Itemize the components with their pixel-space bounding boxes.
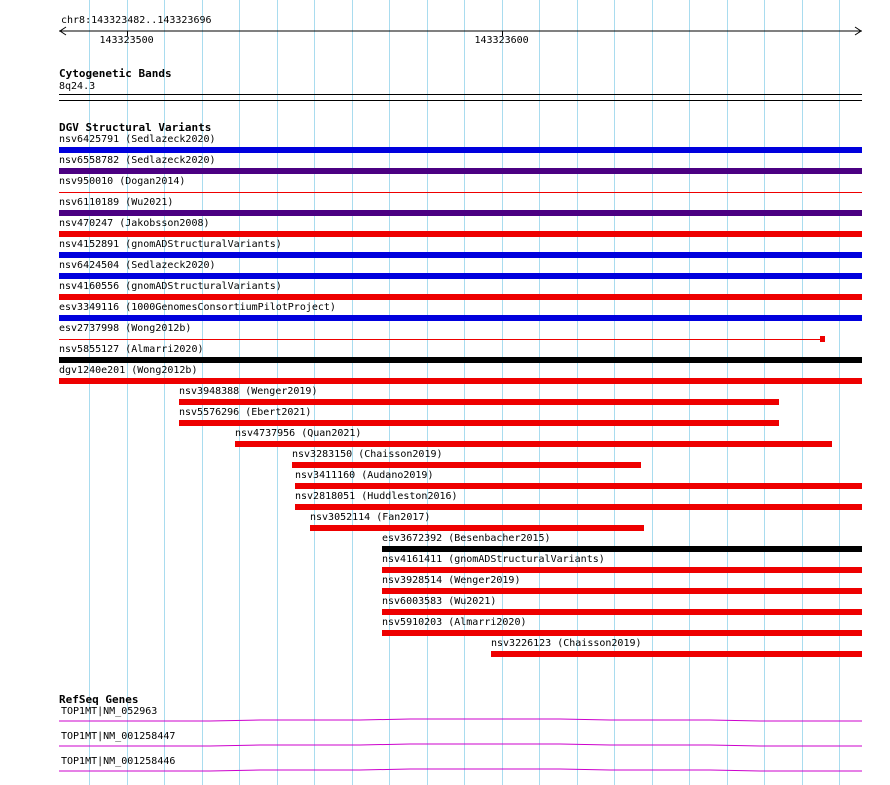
variant-label[interactable]: nsv3411160 (Audano2019) [295,470,434,481]
variant-bar[interactable] [59,315,862,321]
variant-bar[interactable] [235,441,832,447]
cytoband-line-top [59,94,862,95]
variant-label[interactable]: nsv4161411 (gnomADStructuralVariants) [382,554,605,565]
variant-bar[interactable] [59,231,862,237]
variant-bar[interactable] [295,483,862,489]
variant-label[interactable]: nsv3928514 (Wenger2019) [382,575,521,586]
variant-bar[interactable] [59,252,862,258]
variant-bar[interactable] [382,609,862,615]
variant-label[interactable]: esv3349116 (1000GenomesConsortiumPilotProject) [59,302,336,313]
variant-label[interactable]: nsv6003583 (Wu2021) [382,596,497,607]
variant-bar[interactable] [310,525,644,531]
variant-bar[interactable] [59,339,824,340]
variant-label[interactable]: nsv6558782 (Sedlazeck2020) [59,155,216,166]
variant-bar[interactable] [382,546,862,552]
variant-label[interactable]: nsv3948388 (Wenger2019) [179,386,318,397]
variant-bar[interactable] [59,357,862,363]
cytoband-label: 8q24.3 [59,81,96,92]
variant-label[interactable]: esv2737998 (Wong2012b) [59,323,192,334]
gene-label[interactable]: TOP1MT|NM_001258447 [61,731,176,742]
variant-label[interactable]: nsv3283150 (Chaisson2019) [292,449,443,460]
variant-label[interactable]: nsv3226123 (Chaisson2019) [491,638,642,649]
location-label: chr8:143323482..143323696 [61,15,212,26]
ruler-tick-label: 143323500 [99,35,154,46]
variant-bar[interactable] [59,147,862,153]
variant-label[interactable]: nsv4152891 (gnomADStructuralVariants) [59,239,282,250]
variant-label[interactable]: nsv4160556 (gnomADStructuralVariants) [59,281,282,292]
gene-intron-line[interactable] [0,743,890,751]
variant-label[interactable]: nsv5576296 (Ebert2021) [179,407,312,418]
variant-bar[interactable] [382,567,862,573]
gene-label[interactable]: TOP1MT|NM_052963 [61,706,158,717]
variant-label[interactable]: nsv4737956 (Quan2021) [235,428,362,439]
variant-bar[interactable] [292,462,641,468]
variant-label[interactable]: esv3672392 (Besenbacher2015) [382,533,551,544]
dgv-track-title: DGV Structural Variants [59,121,212,134]
gene-label[interactable]: TOP1MT|NM_001258446 [61,756,176,767]
variant-label[interactable]: nsv6425791 (Sedlazeck2020) [59,134,216,145]
gene-intron-line[interactable] [0,768,890,776]
variant-label[interactable]: nsv6424504 (Sedlazeck2020) [59,260,216,271]
variant-bar[interactable] [59,168,862,174]
variant-bar[interactable] [491,651,862,657]
variant-label[interactable]: nsv470247 (Jakobsson2008) [59,218,210,229]
variant-bar[interactable] [59,378,862,384]
variant-bar[interactable] [382,630,862,636]
variant-bar[interactable] [59,192,862,193]
cytoband-line-bottom [59,100,862,101]
variant-bar[interactable] [179,420,779,426]
variant-bar[interactable] [382,588,862,594]
variant-bar[interactable] [59,273,862,279]
variant-label[interactable]: nsv5855127 (Almarri2020) [59,344,204,355]
variant-label[interactable]: nsv2818051 (Huddleston2016) [295,491,458,502]
variant-bar[interactable] [59,210,862,216]
variant-label[interactable]: nsv950010 (Dogan2014) [59,176,186,187]
refseq-track-title: RefSeq Genes [59,693,139,706]
variant-bar[interactable] [59,294,862,300]
variant-label[interactable]: nsv6110189 (Wu2021) [59,197,174,208]
variant-bar[interactable] [295,504,862,510]
cytogenetic-bands-title: Cytogenetic Bands [59,67,172,80]
gene-intron-line[interactable] [0,718,890,726]
variant-label[interactable]: dgv1240e201 (Wong2012b) [59,365,198,376]
variant-label[interactable]: nsv3052114 (Fan2017) [310,512,431,523]
variant-label[interactable]: nsv5910203 (Almarri2020) [382,617,527,628]
ruler-tick-label: 143323600 [474,35,529,46]
variant-bar[interactable] [179,399,779,405]
